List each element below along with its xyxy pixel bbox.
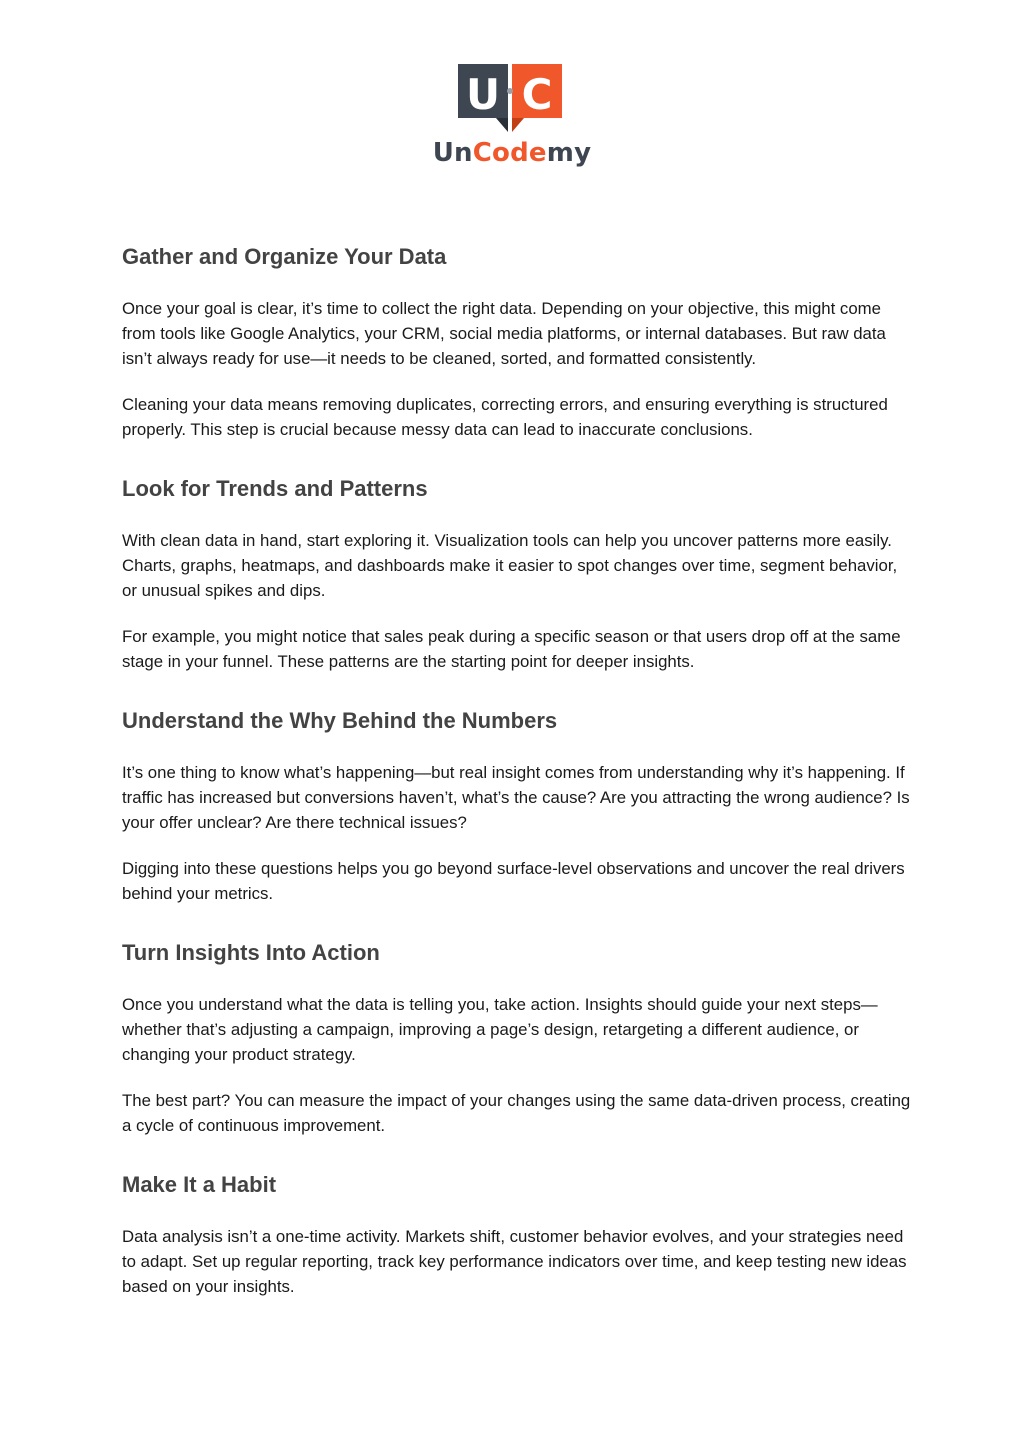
section-understand-why xyxy=(122,704,912,906)
section-heading: Make It a Habit xyxy=(122,1172,277,1197)
paragraph: With clean data in hand, start exploring it. Visualization tools can help you uncover patterns more easily. Charts, graphs, heatmaps, and dashboards make it easier to spot changes over time, segment behavior, or unusual spikes and dips. xyxy=(122,531,898,600)
logo-word-code: Code xyxy=(472,138,547,168)
section-heading: Turn Insights Into Action xyxy=(122,940,380,965)
paragraph: Data analysis isn’t a one-time activity. Markets shift, customer behavior evolves, and your strategies need to adapt. Set up regular reporting, track key performance indicators over time, and keep testing new ideas based on your insights. xyxy=(122,1227,907,1296)
section-gather-data xyxy=(122,240,912,442)
logo-word-un: Un xyxy=(432,138,473,168)
logo-mark-c: C xyxy=(521,70,553,119)
uncodemy-logo xyxy=(420,64,604,176)
paragraph: The best part? You can measure the impact of your changes using the same data-driven process, creating a cycle of continuous improvement. xyxy=(122,1091,911,1135)
logo-word-my: my xyxy=(546,138,592,168)
article-body xyxy=(122,240,912,1320)
uc-logo-mark xyxy=(458,64,562,132)
section-make-habit xyxy=(122,1168,912,1299)
section-heading: Look for Trends and Patterns xyxy=(122,476,428,501)
paragraph: Digging into these questions helps you go beyond surface-level observations and uncover the real drivers behind your metrics. xyxy=(122,859,905,903)
logo-mark-u: U xyxy=(465,70,501,119)
section-heading: Gather and Organize Your Data xyxy=(122,244,447,269)
section-heading: Understand the Why Behind the Numbers xyxy=(122,708,558,733)
logo-wordmark xyxy=(420,138,604,168)
paragraph: Once your goal is clear, it’s time to collect the right data. Depending on your objective, this might come from tools like Google Analytics, your CRM, social media platforms, or internal databases. But raw data isn’t always ready for use—it needs to be cleaned, sorted, and formatted consistently. xyxy=(122,299,886,368)
paragraph: Cleaning your data means removing duplicates, correcting errors, and ensuring everything is structured properly. This step is crucial because messy data can lead to inaccurate conclusions. xyxy=(122,395,888,439)
paragraph: Once you understand what the data is telling you, take action. Insights should guide your next steps—whether that’s adjusting a campaign, improving a page’s design, retargeting a different audience, or changing your product strategy. xyxy=(122,995,878,1064)
section-trends-patterns xyxy=(122,472,912,674)
paragraph: It’s one thing to know what’s happening—but real insight comes from understanding why it’s happening. If traffic has increased but conversions haven’t, what’s the cause? Are you attracting the wrong audience? Is your offer unclear? Are there technical issues? xyxy=(122,763,910,832)
paragraph: For example, you might notice that sales peak during a specific season or that users drop off at the same stage in your funnel. These patterns are the starting point for deeper insights. xyxy=(122,627,901,671)
section-insights-action xyxy=(122,936,912,1138)
